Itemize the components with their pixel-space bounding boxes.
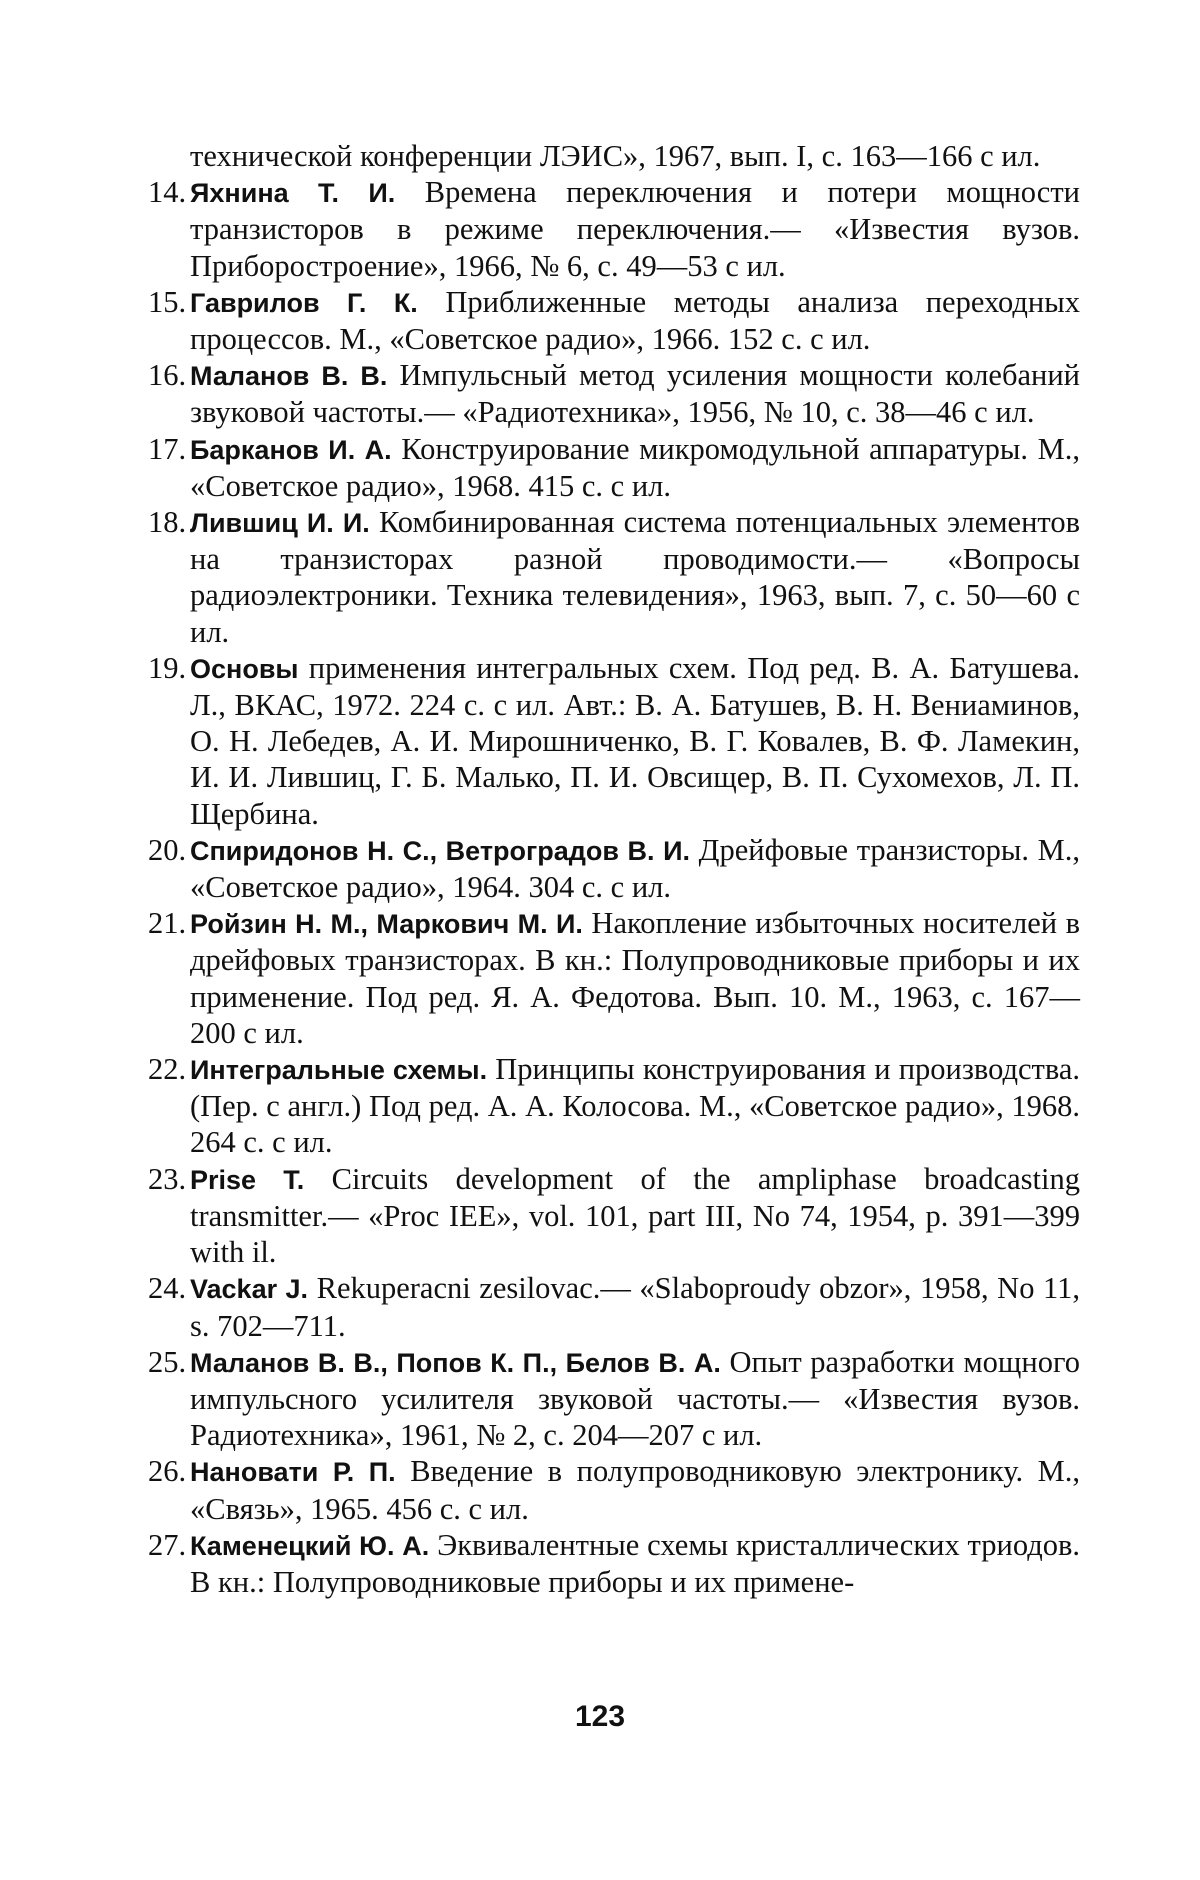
entry-author: Основы bbox=[190, 653, 299, 684]
entry-text: Импульсный метод усиления мощности колебаний звуковой частоты.— «Радиотехника», 1956, № 10, с. 38—46 с ил. bbox=[190, 358, 1080, 430]
bibliography-entry bbox=[148, 832, 1080, 905]
entry-author: Маланов В. В. bbox=[190, 361, 388, 392]
entry-author: Лившиц И. И. bbox=[190, 508, 370, 539]
bibliography-entry bbox=[148, 1161, 1080, 1271]
entry-author: Vackar J. bbox=[190, 1274, 309, 1305]
bibliography-entry bbox=[148, 1527, 1080, 1600]
entry-number: 22. bbox=[148, 1052, 187, 1087]
bibliography-entry bbox=[148, 284, 1080, 357]
entry-number: 25. bbox=[148, 1344, 187, 1379]
bibliography-entry bbox=[148, 1453, 1080, 1526]
entry-number: 17. bbox=[148, 431, 187, 466]
bibliography-entry bbox=[148, 1344, 1080, 1454]
entry-number: 18. bbox=[148, 505, 187, 540]
entry-text: Дрейфовые транзисторы. М., «Советское радио», 1964. 304 с. с ил. bbox=[190, 832, 1080, 905]
continuation-entry: технической конференции ЛЭИС», 1967, вып. I, с. 163—166 с ил. bbox=[190, 139, 1041, 173]
entry-number: 21. bbox=[148, 906, 187, 941]
bibliography-entry bbox=[148, 905, 1080, 1051]
entry-text: Приближенные методы анализа переходных процессов. М., «Советское радио», 1966. 152 с. с ил. bbox=[190, 284, 1080, 357]
entry-number: 14. bbox=[148, 175, 187, 210]
entry-number: 19. bbox=[148, 650, 187, 685]
bibliography-entry bbox=[148, 431, 1080, 504]
entry-number: 20. bbox=[148, 832, 187, 867]
entry-text: Принципы конструирования и производства. (Пер. с англ.) Под ред. А. А. Колосова. М., «Советское радио», 1968. 264 с. с ил. bbox=[190, 1052, 1080, 1160]
bibliography-entry bbox=[148, 1270, 1080, 1343]
entry-author: Нановати Р. П. bbox=[190, 1457, 396, 1488]
entry-text: Circuits development of the ampliphase broadcasting transmitter.— «Proc IEE», vol. 101, part III, No 74, 1954, p. 391—399 with il. bbox=[190, 1161, 1080, 1270]
entry-number: 24. bbox=[148, 1271, 187, 1306]
entry-author: Яхнина Т. И. bbox=[190, 178, 396, 209]
entry-number: 15. bbox=[148, 284, 187, 319]
entry-text: Rekuperacni zesilovac.— «Slaboproudy obzor», 1958, No 11, s. 702—711. bbox=[190, 1271, 1080, 1343]
entry-author: Интегральные схемы. bbox=[190, 1055, 488, 1086]
bibliography-entry bbox=[148, 357, 1080, 430]
entry-text: Эквивалентные схемы кристаллических триодов. В кн.: Полупроводниковые приборы и их примене- bbox=[190, 1527, 1080, 1599]
entry-author: Ройзин Н. М., Маркович М. И. bbox=[190, 909, 583, 940]
entry-author: Prise T. bbox=[190, 1164, 305, 1195]
bibliography-entry bbox=[148, 174, 1080, 284]
bibliography-entry bbox=[148, 650, 1080, 832]
entries-container bbox=[148, 174, 1080, 1600]
entry-number: 23. bbox=[148, 1161, 187, 1196]
entry-text: Конструирование микромодульной аппаратуры. М., «Советское радио», 1968. 415 с. с ил. bbox=[190, 431, 1080, 503]
bibliography-entry bbox=[148, 1051, 1080, 1161]
entry-text: применения интегральных схем. Под ред. В. А. Батушева. Л., ВКАС, 1972. 224 с. с ил. Авт.: В. А. Батушев, В. Н. Вениаминов, О. Н. Лебедев, А. И. Мирошниченко, В. Г. Ковалев, В. Ф. Ламекин, И. И. Лившиц, Г. Б. Малько, П. И. Овсищер, В. П. Сухомехов, Л. П. Щербина. bbox=[190, 650, 1080, 831]
entry-author: Спиридонов Н. С., Ветроградов В. И. bbox=[190, 835, 690, 866]
entry-text: Комбинированная система потенциальных элементов на транзисторах разной проводимости.— «Вопросы радиоэлектроники. Техника телевидения», 1963, вып. 7, с. 50—60 с ил. bbox=[190, 505, 1080, 649]
bibliography-entry bbox=[148, 504, 1080, 650]
entry-text: Опыт разработки мощного импульсного усилителя звуковой частоты.— «Известия вузов. Радиотехника», 1961, № 2, с. 204—207 с ил. bbox=[190, 1344, 1080, 1453]
entry-number: 26. bbox=[148, 1454, 187, 1489]
entry-text: Введение в полупроводниковую электронику. М., «Связь», 1965. 456 с. с ил. bbox=[190, 1454, 1080, 1526]
entry-text: Накопление избыточных носителей в дрейфовых транзисторах. В кн.: Полупроводниковые приборы и их применение. Под ред. Я. А. Федотова. Вып. 10. М., 1963, с. 167—200 с ил. bbox=[190, 906, 1080, 1050]
entry-text: Времена переключения и потери мощности транзисторов в режиме переключения.— «Известия вузов. Приборостроение», 1966, № 6, с. 49—53 с ил. bbox=[190, 175, 1080, 283]
entry-number: 16. bbox=[148, 358, 187, 393]
entry-author: Каменецкий Ю. А. bbox=[190, 1530, 430, 1561]
page-number: 123 bbox=[574, 1700, 626, 1733]
bibliography-list bbox=[148, 138, 1080, 1600]
entry-author: Барканов И. А. bbox=[190, 434, 392, 465]
entry-number: 27. bbox=[148, 1527, 187, 1562]
entry-author: Гаврилов Г. К. bbox=[190, 287, 418, 318]
entry-author: Маланов В. В., Попов К. П., Белов В. А. bbox=[190, 1347, 721, 1378]
